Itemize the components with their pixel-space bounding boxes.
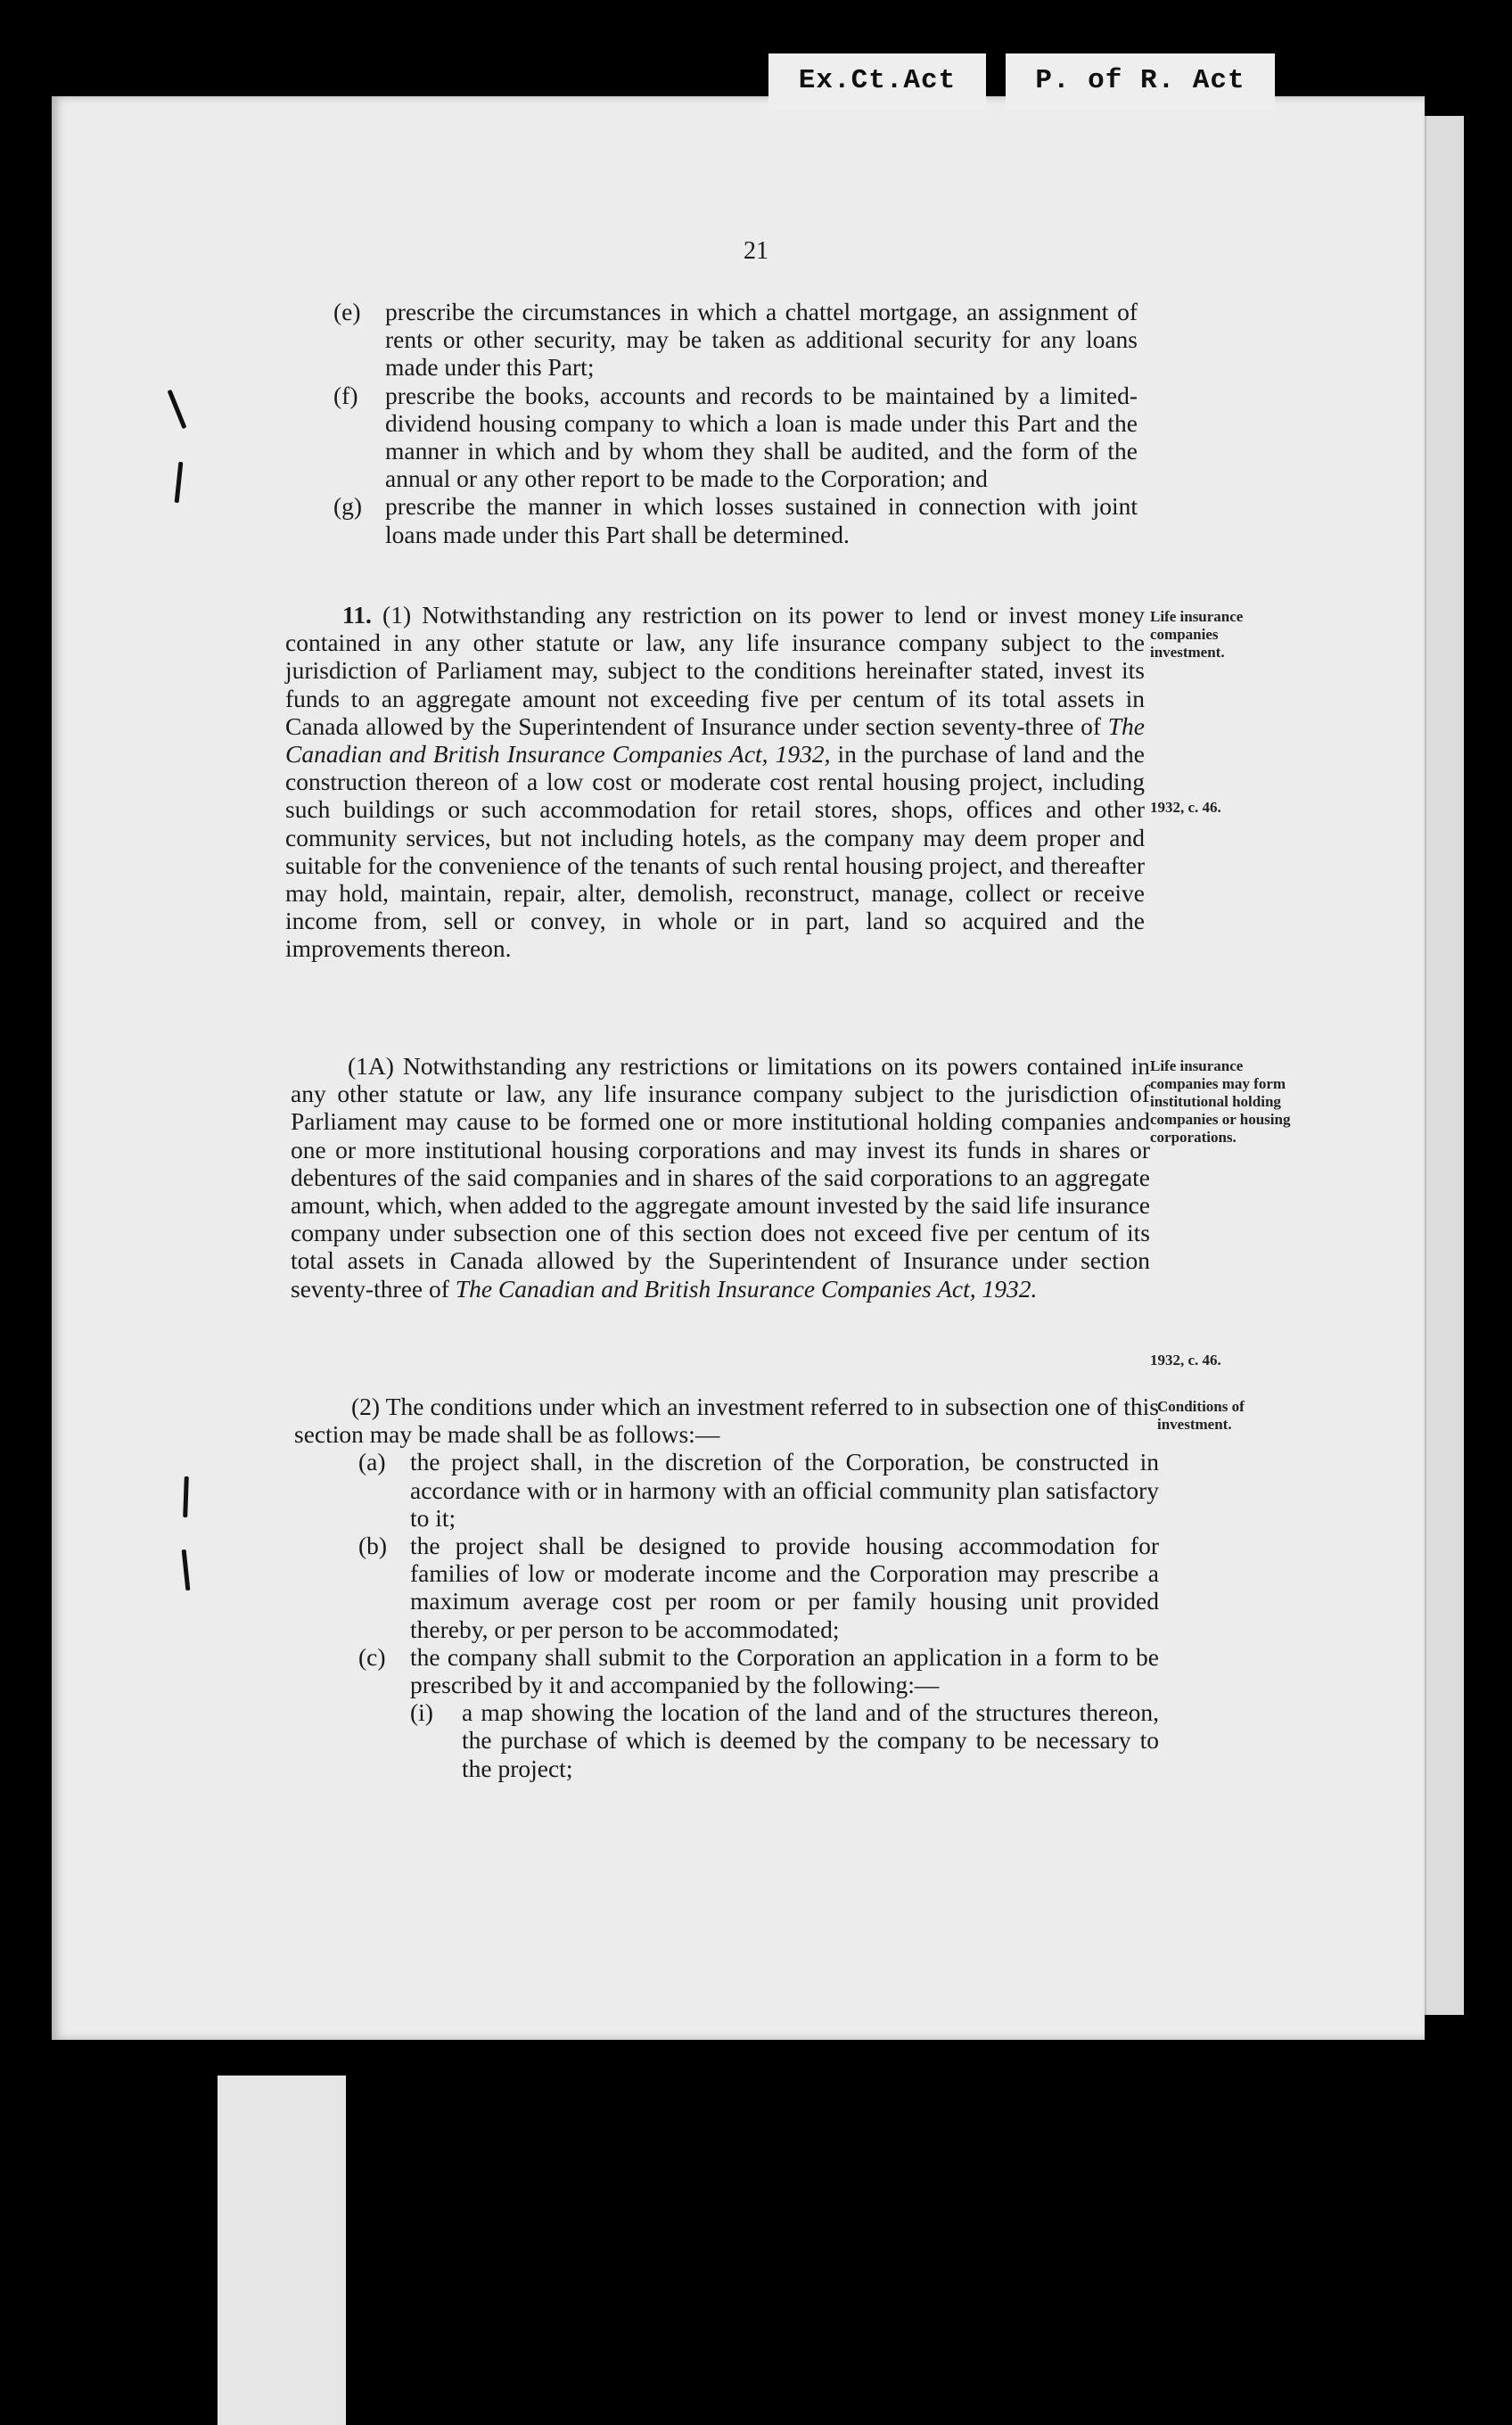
section-2 xyxy=(294,1393,1159,1782)
item-label: (e) xyxy=(333,298,361,325)
item-label: (i) xyxy=(410,1698,433,1727)
section-1a xyxy=(291,1052,1150,1303)
tab-ex-ct-act[interactable]: Ex.Ct.Act xyxy=(768,53,986,109)
item-label: (g) xyxy=(333,492,363,521)
item-text: the company shall submit to the Corporation an application in a form to be prescribed by it and accompanied by the following:— xyxy=(410,1642,1159,1699)
page-edge xyxy=(1425,116,1464,2015)
item-text: a map showing the location of the land and of the structures thereon, the purchase of which is deemed by the company to be necessary to the project; xyxy=(462,1698,1159,1782)
item-text: the project shall, in the discretion of the Corporation, be constructed in accordance with or in harmony with an official community plan satisfactory to it; xyxy=(410,1448,1159,1532)
section-number: 11. xyxy=(342,601,372,629)
paper-stub xyxy=(218,2076,346,2425)
act-title: The Canadian and British Insurance Companies Act, 1932, xyxy=(285,711,1145,769)
list-item xyxy=(333,382,1138,493)
item-text: the project shall be designed to provide housing accommodation for families of low or moderate income and the Corporation may prescribe a maximum average cost per room or per family housing unit provided thereby, or per person to be accommodated; xyxy=(410,1532,1159,1643)
list-item xyxy=(333,492,1138,547)
margin-note: 1932, c. 46. xyxy=(1150,799,1221,816)
list-item xyxy=(358,1532,1159,1643)
section-text: (1) Notwithstanding any restriction on its power to lend or invest money contained in any other statute or law, any life insurance company subject to the jurisdiction of Parliament may, subject to the conditions hereinafter stated, invest its funds to an aggregate amount not exceeding five per centum of its total assets in Canada allowed by the Superintendent of Insurance under section seventy-three of xyxy=(285,601,1145,740)
item-text: prescribe the books, accounts and records to be maintained by a limited-dividend housing company to which a loan is made under this Part and the manner in which and by whom they shall be audited, and the form of the annual or any other report to be made to the Corporation; and xyxy=(385,381,1138,493)
section-text: in the purchase of land and the construction thereon of a low cost or moderate cost rental housing project, including such buildings or such accommodation for retail stores, shops, offices and other community services, but not including hotels, as the company may deem proper and suitable for the convenience of the tenants of such rental housing project, and thereafter may hold, maintain, repair, alter, demolish, reconstruct, manage, collect or receive income from, sell or convey, in whole or in part, land so acquired and the improvements thereon. xyxy=(285,740,1145,963)
page-number: 21 xyxy=(744,237,768,265)
margin-note: 1932, c. 46. xyxy=(1150,1352,1221,1369)
list-item xyxy=(358,1643,1159,1698)
margin-note: Conditions of investment. xyxy=(1157,1398,1245,1433)
section-paragraph xyxy=(291,1052,1150,1303)
margin-note: Life insurance companies may form institutional holding companies or housing corporations. xyxy=(1150,1057,1291,1146)
item-label: (b) xyxy=(358,1532,388,1560)
section-text: (1A) Notwithstanding any restrictions or limitations on its powers contained in any other statute or law, any life insurance company subject to the jurisdiction of Parliament may cause to be formed one or more institutional holding companies and one or more institutional housing corporations and may invest its funds in shares or debentures of the said companies and in shares of the said corporations to an aggregate amount, which, when added to the aggregate amount invested by the said life insurance company under subsection one of this section does not exceed five per centum of its total assets in Canada allowed by the Superintendent of Insurance under section seventy-three of xyxy=(291,1052,1150,1303)
item-text: prescribe the manner in which losses sustained in connection with joint loans made under this Part shall be determined. xyxy=(385,492,1138,548)
item-label: (a) xyxy=(358,1448,386,1476)
item-text: prescribe the circumstances in which a chattel mortgage, an assignment of rents or other security, may be taken as additional security for any loans made under this Part; xyxy=(385,298,1138,382)
items-top xyxy=(333,298,1138,548)
section-11 xyxy=(285,601,1145,963)
list-item xyxy=(333,298,1138,382)
list-item xyxy=(358,1448,1159,1532)
act-title: The Canadian and British Insurance Companies Act, 1932. xyxy=(455,1274,1038,1303)
tab-p-of-r-act[interactable]: P. of R. Act xyxy=(1006,53,1275,109)
sub-list-item xyxy=(410,1698,1159,1782)
section-paragraph xyxy=(285,601,1145,963)
margin-note: Life insurance companies investment. xyxy=(1150,608,1244,661)
item-label: (f) xyxy=(333,381,358,409)
item-label: (c) xyxy=(358,1642,386,1671)
section-intro: (2) The conditions under which an investment referred to in subsection one of this section may be made shall be as follows:— xyxy=(294,1393,1159,1449)
